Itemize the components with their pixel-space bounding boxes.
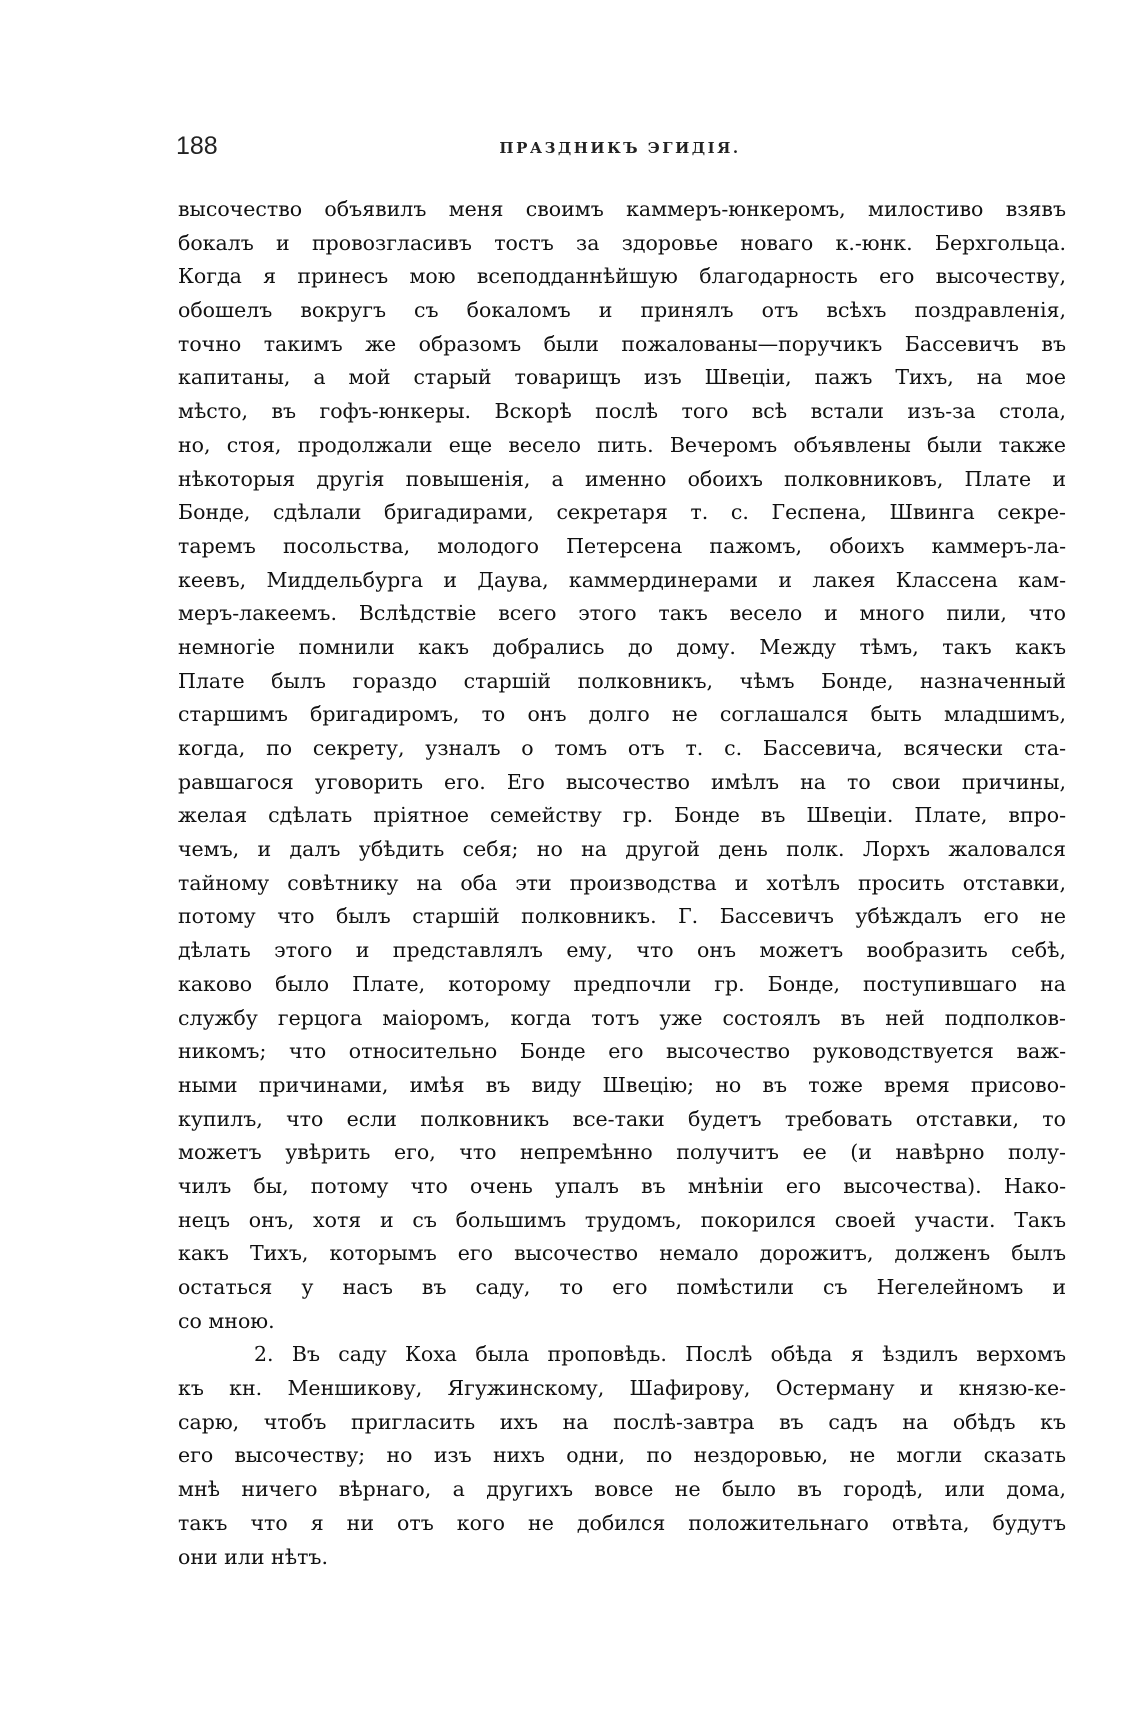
text-line: чемъ, и далъ убѣдить себя; но на другой день полк. Лорхъ жаловался bbox=[178, 837, 1066, 862]
paragraph-first-line: 2. Въ саду Коха была проповѣдь. Послѣ обѣда я ѣздилъ верхомъ bbox=[254, 1342, 1066, 1367]
text-line: бокалъ и провозгласивъ тостъ за здоровье новаго к.-юнк. Берхгольца. bbox=[178, 230, 1066, 255]
text-line: можетъ увѣрить его, что непремѣнно получитъ ее (и навѣрно полу- bbox=[178, 1140, 1066, 1165]
text-line: точно такимъ же образомъ были пожалованы—поручикъ Бассевичъ въ bbox=[178, 331, 1066, 356]
body-text bbox=[178, 193, 1066, 1574]
text-line: равшагося уговорить его. Его высочество имѣлъ на то свои причины, bbox=[178, 769, 1066, 794]
paragraph-last-line: они или нѣтъ. bbox=[178, 1544, 328, 1569]
text-line: кеевъ, Миддельбурга и Даува, каммердинерами и лакея Классена кам- bbox=[178, 567, 1066, 592]
running-title: ПРАЗДНИКЪ ЭГИДІЯ. bbox=[499, 139, 741, 157]
text-line: тайному совѣтнику на оба эти производства и хотѣлъ просить отставки, bbox=[178, 870, 1066, 895]
text-line: дѣлать этого и представлялъ ему, что онъ можетъ вообразить себѣ, bbox=[178, 938, 1066, 963]
text-line: службу герцога маіоромъ, когда тотъ уже состоялъ въ ней подполков- bbox=[178, 1005, 1066, 1030]
text-line: но, стоя, продолжали еще весело пить. Вечеромъ объявлены были также bbox=[178, 432, 1066, 457]
text-line: нецъ онъ, хотя и съ большимъ трудомъ, покорился своей участи. Такъ bbox=[178, 1207, 1066, 1232]
text-line: Плате былъ гораздо старшій полковникъ, чѣмъ Бонде, назначенный bbox=[178, 668, 1066, 693]
running-head bbox=[176, 132, 1064, 166]
text-line: старшимъ бригадиромъ, то онъ долго не соглашался быть младшимъ, bbox=[178, 702, 1066, 727]
text-line: никомъ; что относительно Бонде его высочество руководствуется важ- bbox=[178, 1039, 1066, 1064]
text-line: каково было Плате, которому предпочли гр. Бонде, поступившаго на bbox=[178, 971, 1066, 996]
text-line: чилъ бы, потому что очень упалъ въ мнѣніи его высочества). Нако- bbox=[178, 1173, 1066, 1198]
text-line: такъ что я ни отъ кого не добился положительнаго отвѣта, будутъ bbox=[178, 1510, 1066, 1535]
paragraph-last-line: со мною. bbox=[178, 1308, 275, 1333]
text-line: ными причинами, имѣя въ виду Швецію; но въ тоже время присово- bbox=[178, 1072, 1066, 1097]
text-line: когда, по секрету, узналъ о томъ отъ т. с. Бассевича, всячески ста- bbox=[178, 736, 1066, 760]
text-line: обошелъ вокругъ съ бокаломъ и принялъ отъ всѣхъ поздравленія, bbox=[178, 298, 1066, 323]
text-line: Когда я принесъ мою всеподданнѣйшую благодарность его высочеству, bbox=[178, 264, 1066, 289]
text-line: высочество объявилъ меня своимъ каммеръ-юнкеромъ, милостиво взявъ bbox=[178, 197, 1066, 221]
text-line: нѣкоторыя другія повышенія, а именно обоихъ полковниковъ, Плате и bbox=[178, 466, 1066, 491]
text-line: къ кн. Меншикову, Ягужинскому, Шафирову, Остерману и князю-ке- bbox=[178, 1376, 1066, 1401]
text-line: таремъ посольства, молодого Петерсена пажомъ, обоихъ каммеръ-ла- bbox=[178, 533, 1066, 558]
page-number: 188 bbox=[176, 132, 218, 160]
text-line: Бонде, сдѣлали бригадирами, секретаря т. с. Геспена, Швинга секре- bbox=[178, 500, 1066, 525]
text-line: купилъ, что если полковникъ все-таки будетъ требовать отставки, то bbox=[178, 1106, 1066, 1131]
text-line: сарю, чтобъ пригласить ихъ на послѣ-завтра въ садъ на обѣдъ къ bbox=[178, 1409, 1066, 1434]
text-line: желая сдѣлать пріятное семейству гр. Бонде въ Швеціи. Плате, впро- bbox=[178, 803, 1066, 828]
text-line: немногіе помнили какъ добрались до дому. Между тѣмъ, такъ какъ bbox=[178, 634, 1066, 659]
text-line: остаться у насъ въ саду, то его помѣстили съ Негелейномъ и bbox=[178, 1275, 1066, 1299]
text-line: мѣсто, въ гофъ-юнкеры. Вскорѣ послѣ того всѣ встали изъ-за стола, bbox=[178, 399, 1066, 424]
text-line: капитаны, а мой старый товарищъ изъ Швеціи, пажъ Тихъ, на мое bbox=[178, 365, 1066, 390]
text-line: его высочеству; но изъ нихъ одни, по нездоровью, не могли сказать bbox=[178, 1443, 1066, 1468]
text-line: меръ-лакеемъ. Вслѣдствіе всего этого такъ весело и много пили, что bbox=[178, 601, 1066, 626]
text-line: потому что былъ старшій полковникъ. Г. Бассевичъ убѣждалъ его не bbox=[178, 904, 1066, 929]
text-line: мнѣ ничего вѣрнаго, а другихъ вовсе не было въ городѣ, или дома, bbox=[178, 1477, 1066, 1502]
text-line: какъ Тихъ, которымъ его высочество немало дорожитъ, долженъ былъ bbox=[178, 1241, 1066, 1266]
